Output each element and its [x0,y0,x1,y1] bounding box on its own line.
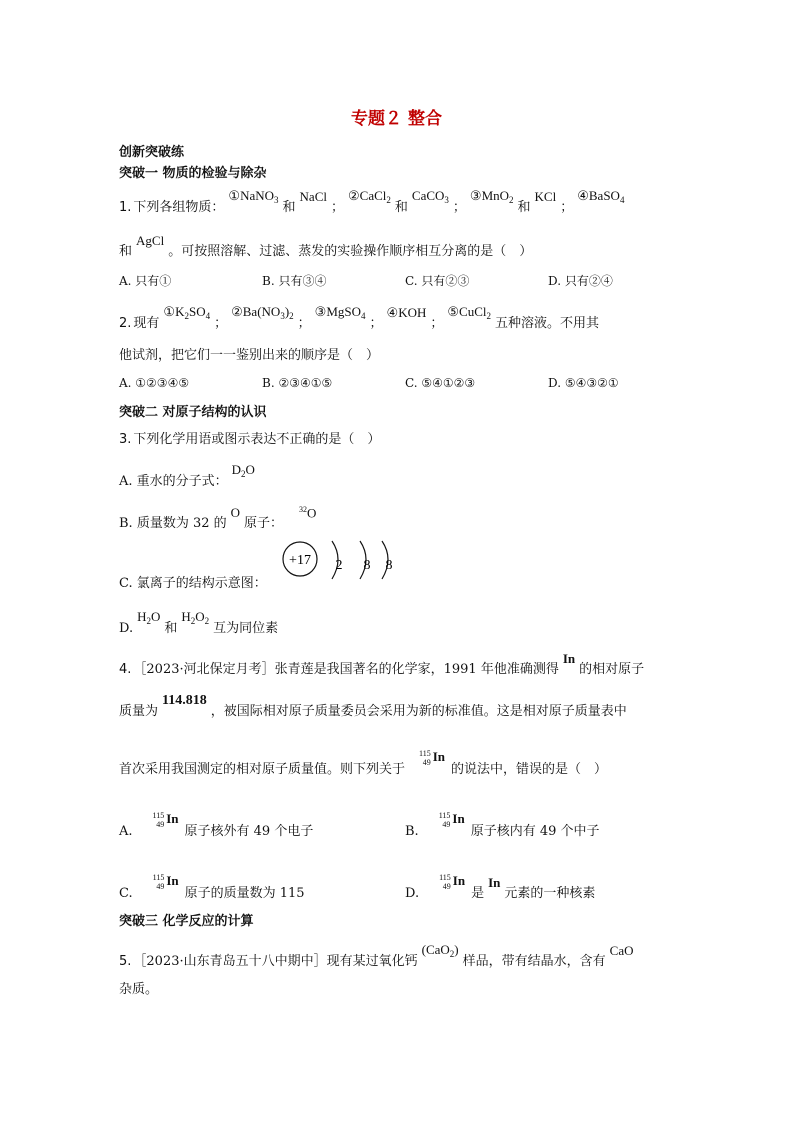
q4-line2-tail: ，被国际相对原子质量委员会采用为新的标准值。这是相对原子质量表中 [210,704,627,719]
q1-formula-2a: ②CaCl$_2$ [348,188,391,205]
q3-d-formula-2: $H_2O_2$ [181,609,210,626]
section-heading-2: 突破二 对原子结构的认识 [119,405,267,420]
q1-rest: 。可按照溶解、过滤、蒸发的实验操作顺序相互分离的是（ ） [168,244,533,259]
q2-option-b[interactable]: B. ②③④①⑤ [262,376,333,390]
q1-and-4: 和 [119,244,133,259]
q4-number: 4. [119,662,132,677]
q1-number: 1. [119,200,132,215]
q5-line1-lead: ［2023·山东青岛五十八中期中］现有某过氧化钙 [133,954,418,969]
q5-formula-1: (CaO$_2$) [421,942,459,959]
q4-d-nuclide: 115 49 In [439,873,466,891]
q4-line1 [119,651,645,677]
q4-line3-tail: 的说法中，错误的是（ ） [451,762,608,777]
section-heading-3: 突破三 化学反应的计算 [119,914,254,929]
q2-lead: 现有 [133,316,160,331]
q1-sep-3: ； [560,200,574,215]
q3-b-o: O [230,505,241,520]
q3-option-c[interactable] [119,572,267,591]
q2-formula-5: ⑤CuCl$_2$ [447,304,491,321]
q2-sep-2: ； [297,316,311,331]
q4-line2-lead: 质量为 [119,704,159,719]
q3-b-label: B. 质量数为 32 的 [119,516,227,531]
q1-formula-4b: AgCl [136,233,165,248]
q2-line2: 他试剂，把它们一一鉴别出来的顺序是（ ） [119,348,380,363]
q4-b-nuclide: 115 49 In [438,811,465,829]
q1-formula-3b: KCl [534,189,557,204]
q4-c-text: 原子的质量数为 115 [184,886,305,901]
q4-option-d[interactable] [405,873,596,901]
section-heading-1: 突破一 物质的检验与除杂 [119,166,267,181]
q4-a-nuclide: 115 49 In [152,811,179,829]
q4-d-label: D. [405,886,420,901]
q1-and-3: 和 [517,200,531,215]
q3-b-nuclide: $^{32}$O [299,504,317,520]
q4-b-text: 原子核内有 49 个中子 [470,824,600,839]
q4-line2 [119,693,627,719]
shell-count-3: 8 [385,558,393,573]
q1-line1 [119,188,626,215]
q1-formula-2b: CaCO$_3$ [411,188,449,205]
q1-formula-4a: ④BaSO$_4$ [577,188,625,205]
q4-atomic-mass: 114.818 [162,693,207,708]
q4-c-nuclide: 115 49 In [152,873,179,891]
q4-a-text: 原子核外有 49 个电子 [184,824,314,839]
q2-formula-3: ③MgSO$_4$ [314,304,366,321]
q3-b-mid: 原子： [244,516,284,531]
q2-option-a[interactable]: A. ①②③④⑤ [119,376,190,390]
q4-line3-lead: 首次采用我国测定的相对原子质量值。则下列关于 [119,762,406,777]
q5-line1 [119,942,636,969]
q4-line3 [119,749,608,777]
q3-a-formula: $D_2O$ [231,462,255,479]
q3-d-and: 和 [164,621,178,636]
q2-sep-1: ； [214,316,228,331]
q3-lead-line [119,428,380,447]
q1-formula-3a: ③MnO$_2$ [469,188,514,205]
q5-number: 5. [119,954,132,969]
q3-lead: 下列化学用语或图示表达不正确的是（ ） [133,432,381,447]
q1-formula-1a: ①NaNO$_3$ [228,188,279,205]
q1-option-a[interactable]: A. 只有① [119,274,172,288]
q5-line1-tail: 样品，带有结晶水，含有 [462,954,606,969]
q4-d-is: 是 [471,886,485,901]
q3-c-label: C. 氯离子的结构示意图： [119,576,267,591]
q2-line1 [119,304,600,331]
q3-option-d[interactable] [119,609,279,636]
q4-a-label: A. [119,824,133,839]
q1-sep-1: ； [330,200,344,215]
q2-formula-2: $②Ba(NO_3)_2$ [231,304,294,321]
q5-line2: 杂质。 [119,982,159,997]
q4-line1-text: ［2023·河北保定月考］张青莲是我国著名的化学家，1991 年他准确测得 [133,662,559,677]
q4-d-in: In [488,875,501,890]
q1-line2 [119,233,533,259]
q1-sep-2: ； [452,200,466,215]
q4-option-c[interactable] [119,873,305,901]
q4-option-a[interactable] [119,811,314,839]
q2-formula-4: ④KOH [386,305,427,320]
q3-a-label: A. 重水的分子式： [119,474,228,489]
q2-option-c[interactable]: C. ⑤④①②③ [405,376,476,390]
q5-formula-2: CaO [609,943,634,958]
q2-number: 2. [119,316,132,331]
page-title: 专题２ 整合 [351,109,442,129]
q4-option-b[interactable] [405,811,600,839]
shell-count-2: 8 [363,558,371,573]
q3-d-formula-1: $H_2O$ [137,609,161,626]
q1-option-b[interactable]: B. 只有③④ [262,274,327,288]
q4-d-text: 元素的一种核素 [504,886,596,901]
q3-d-label: D. [119,621,134,636]
q2-formula-1: $①K_2SO_4$ [163,304,211,321]
q1-and-2: 和 [394,200,408,215]
q2-option-d[interactable]: D. ⑤④③②① [548,376,619,390]
q1-and-1: 和 [282,200,296,215]
q1-lead: 下列各组物质： [133,200,225,215]
q4-in-symbol: In [562,651,576,666]
q3-option-b[interactable] [119,504,318,531]
q1-option-c[interactable]: C. 只有②③ [405,274,470,288]
q2-sep-4: ； [430,316,444,331]
q4-c-label: C. [119,886,133,901]
q3-number: 3. [119,432,132,447]
subtitle: 创新突破练 [119,145,185,160]
q2-tail: 五种溶液。不用其 [495,316,600,331]
chloride-ion-diagram [280,537,400,587]
q4-nuclide: 115 49 In [419,749,446,767]
q2-sep-3: ； [369,316,383,331]
q1-option-d[interactable]: D. 只有②④ [548,274,613,288]
shell-count-1: 2 [335,558,343,573]
q4-b-label: B. [405,824,419,839]
q4-line1-tail: 的相对原子 [579,662,645,677]
q3-option-a[interactable] [119,462,257,489]
q3-d-tail: 互为同位素 [213,621,279,636]
nucleus-label: +17 [289,553,311,568]
q1-formula-1b: NaCl [299,189,327,204]
